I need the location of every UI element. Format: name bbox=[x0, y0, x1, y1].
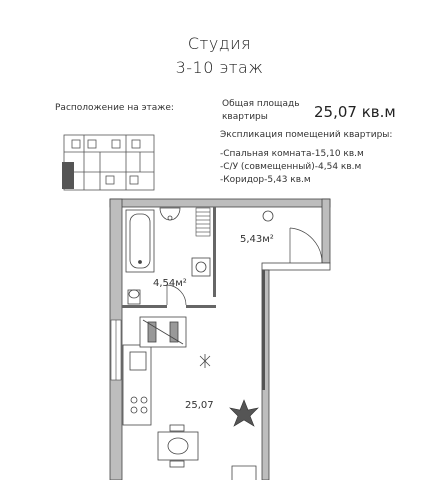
explication-item: -Коридор-5,43 кв.м bbox=[220, 175, 311, 185]
explication-item: -Спальная комната-15,10 кв.м bbox=[220, 149, 364, 159]
explication-item: -С/У (совмещенный)-4,54 кв.м bbox=[220, 162, 362, 172]
bathtub bbox=[126, 210, 154, 272]
sofa bbox=[232, 466, 256, 480]
plant-icon bbox=[230, 400, 258, 426]
lamp-icon bbox=[263, 211, 273, 221]
bathroom-area-label: 4,54м² bbox=[153, 278, 187, 289]
entry-door bbox=[290, 228, 322, 263]
ac-icon bbox=[200, 354, 210, 368]
bath-sink bbox=[160, 208, 180, 220]
total-area-label-line1: Общая площадь bbox=[222, 99, 300, 109]
total-area-label-line2: квартиры bbox=[222, 112, 268, 122]
wardrobe bbox=[140, 317, 186, 347]
explication-title: Экспликация помещений квартиры: bbox=[220, 130, 393, 140]
total-area-value: 25,07 кв.м bbox=[314, 103, 396, 121]
washing-machine bbox=[192, 258, 210, 276]
apartment-location-marker bbox=[62, 162, 74, 189]
location-label: Расположение на этаже: bbox=[55, 103, 174, 113]
dining-table bbox=[158, 425, 198, 467]
key-plan bbox=[64, 135, 154, 190]
riser bbox=[196, 208, 210, 236]
toilet bbox=[128, 290, 140, 304]
corridor-area-label: 5,43м² bbox=[240, 234, 274, 245]
apartment-type-title: Студия bbox=[187, 34, 252, 53]
floors-title: 3-10 этаж bbox=[175, 58, 264, 77]
room-area-label: 25,07 bbox=[185, 400, 214, 411]
kitchen bbox=[123, 345, 151, 425]
